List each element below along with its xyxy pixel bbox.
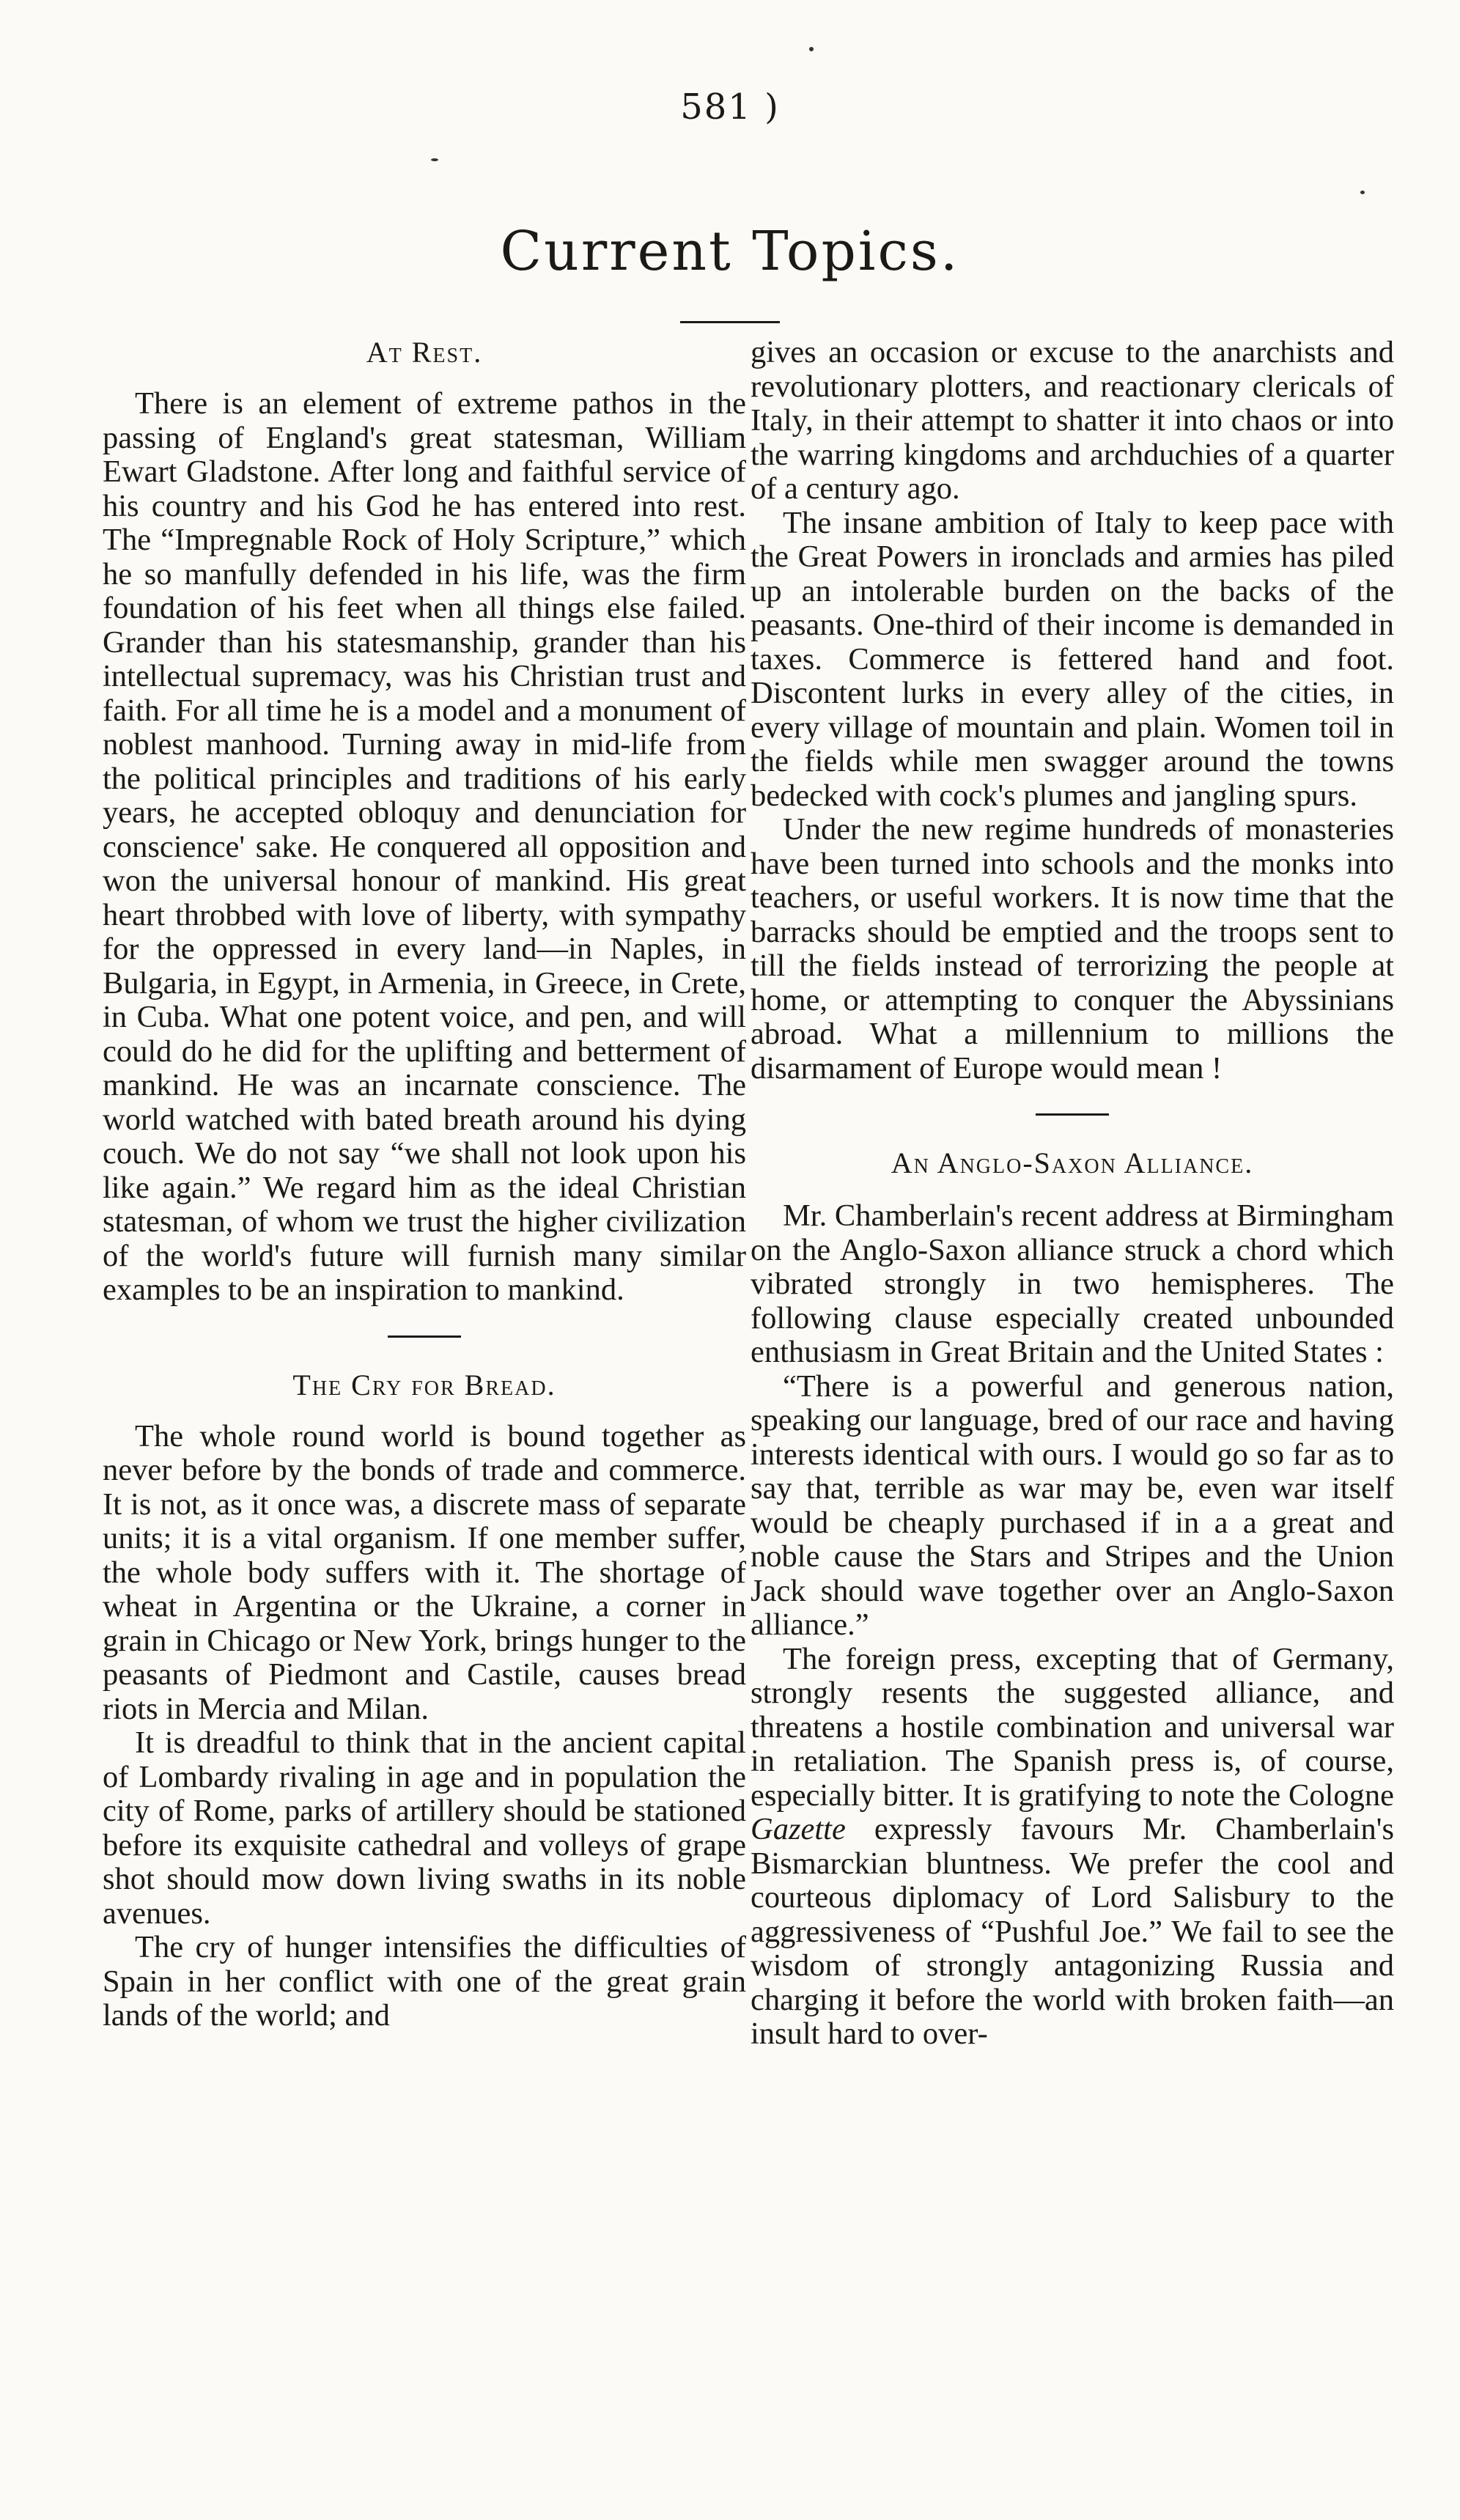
scan-speck (809, 47, 814, 51)
quoted-paragraph: “There is a powerful and generous nation, speaking our language, bred of our race and having interests identical with ours. I would go so far as to say that, terrible as war may be, even war itself would be cheaply purchased if in a a great and noble cause the Stars and Stripes and the Union Jack should wave together over an Anglo-Saxon alliance.” (751, 1368, 1394, 1642)
article-paragraph-continued: gives an occasion or excuse to the anarchists and revolutionary plotters, and reactionary clericals of Italy, in their attempt to shatter it into chaos or into the warring kingdoms and archduchies of a quarter of a century ago. (751, 335, 1394, 506)
article-paragraph: The cry of hunger intensifies the difficulties of Spain in her conflict with one of the great grain lands of the world; and (103, 1930, 746, 2033)
article-paragraph: The insane ambition of Italy to keep pace with the Great Powers in ironclads and armies has piled up an intolerable burden on the backs of the peasants. One-third of their income is demanded in taxes. Commerce is fettered hand and foot. Discontent lurks in every alley of the cities, in every village of mountain and plain. Women toil in the fields while men swagger around the towns bedecked with cock's plumes and jangling spurs. (751, 505, 1394, 813)
section-heading-anglo-saxon-alliance: An Anglo-Saxon Alliance. (891, 1146, 1254, 1179)
page-title: Current Topics. (500, 220, 960, 283)
scan-speck (431, 158, 438, 161)
article-paragraph: It is dreadful to think that in the ancient capital of Lombardy rivaling in age and in population the city of Rome, parks of artillery should be stationed before its exquisite cathedral and volleys of grape shot should mow down living swaths in its noble avenues. (103, 1725, 746, 1931)
section-heading-cry-for-bread: The Cry for Bread. (292, 1368, 556, 1401)
title-divider (680, 321, 780, 323)
section-heading-at-rest: At Rest. (366, 336, 483, 369)
article-paragraph: Under the new regime hundreds of monasteries have been turned into schools and the monks into teachers, or useful workers. It is now time that the barracks should be emptied and the troops sent to till the fields instead of terrorizing the people at home, or attempting to conquer the Abyssinians abroad. What a millennium to millions the disarmament of Europe would mean ! (751, 812, 1394, 1086)
section-divider (388, 1335, 461, 1338)
article-paragraph: There is an element of extreme pathos in the passing of England's great statesman, William Ewart Gladstone. After long and faithful service of his country and his God he has entered into rest. The “Impregnable Rock of Holy Scripture,” which he so manfully defended in his life, was the firm foundation of his feet when all things else failed. Grander than his statesmanship, grander than his intellectual supremacy, was his Christian trust and faith. For all time he is a model and a monument of noblest manhood. Turning away in mid-life from the political principles and traditions of his early years, he accepted obloquy and denunciation for conscience' sake. He conquered all opposition and won the universal honour of mankind. His great heart throbbed with love of liberty, with sympathy for the oppressed in every land—in Naples, in Bulgaria, in Egypt, in Armenia, in Greece, in Crete, in Cuba. What one potent voice, and pen, and will could do he did for the uplifting and betterment of mankind. He was an incarnate conscience. The world watched with bated breath around his dying couch. We do not say “we shall not look upon his like again.” We regard him as the ideal Christian statesman, of whom we trust the higher civilization of the world's future will furnish many similar examples to be an inspiration to mankind. (103, 386, 746, 1307)
page-number: 581 ) (680, 86, 780, 128)
text-run: The foreign press, excepting that of Germany, strongly resents the suggested alliance, and threatens a hostile combination and universal war in retaliation. The Spanish press is, of course, especially bitter. It is gratifying to note the Cologne (751, 1641, 1394, 1813)
left-column (103, 336, 746, 2033)
article-paragraph: The whole round world is bound together as never before by the bonds of trade and commerce. It is not, as it once was, a discrete mass of separate units; it is a vital organism. If one member suffer, the whole body suffers with it. The shortage of wheat in Argentina or the Ukraine, a corner in grain in Chicago or New York, brings hunger to the peasants of Piedmont and Castile, causes bread riots in Mercia and Milan. (103, 1418, 746, 1726)
italic-publication-name: Gazette (751, 1812, 846, 1846)
article-paragraph: Mr. Chamberlain's recent address at Birmingham on the Anglo-Saxon alliance struck a chord which vibrated strongly in two hemispheres. The following clause especially created unbounded enthusiasm in Great Britain and the United States : (751, 1198, 1394, 1369)
right-column (751, 336, 1394, 2052)
text-run: expressly favours Mr. Chamberlain's Bismarckian bluntness. We prefer the cool and courteous diplomacy of Lord Salisbury to the aggressiveness of “Pushful Joe.” We fail to see the wisdom of strongly antagonizing Russia and charging it before the world with broken faith—an insult hard to over- (751, 1812, 1394, 2051)
article-paragraph (751, 1643, 1394, 2052)
section-divider (1036, 1113, 1109, 1116)
scan-speck (1360, 191, 1365, 194)
